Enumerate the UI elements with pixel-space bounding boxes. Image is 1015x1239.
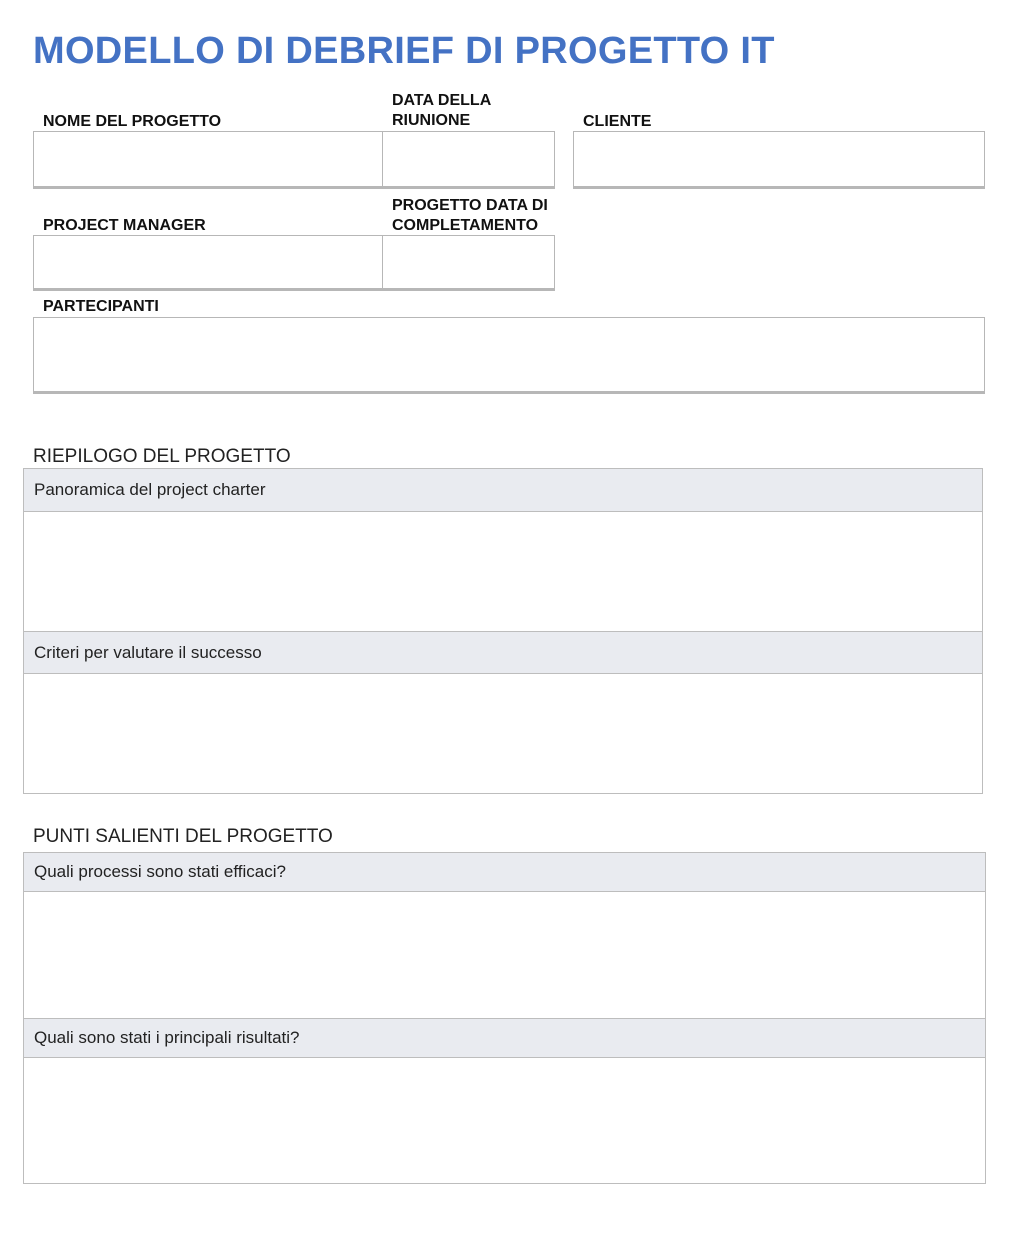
completion-date-label: PROGETTO DATA DI COMPLETAMENTO [392, 197, 548, 234]
completion-date-field[interactable] [384, 236, 554, 288]
summary-row-header: Criteri per valutare il successo [24, 632, 982, 674]
participants-field[interactable] [33, 317, 985, 394]
client-label: CLIENTE [583, 113, 652, 130]
summary-row-body[interactable] [24, 512, 982, 632]
summary-row-body[interactable] [24, 674, 982, 793]
highlights-row-header: Quali sono stati i principali risultati? [24, 1019, 985, 1058]
highlights-row-header: Quali processi sono stati efficaci? [24, 853, 985, 892]
highlights-row-body[interactable] [24, 1058, 985, 1183]
project-manager-field[interactable] [34, 236, 382, 288]
page-title: MODELLO DI DEBRIEF DI PROGETTO IT [33, 30, 775, 72]
summary-heading: RIEPILOGO DEL PROGETTO [33, 446, 291, 467]
client-field[interactable] [573, 131, 985, 189]
participants-label: PARTECIPANTI [43, 298, 159, 315]
project-name-label: NOME DEL PROGETTO [43, 113, 222, 130]
summary-table [23, 468, 983, 794]
meeting-date-field[interactable] [384, 132, 554, 186]
highlights-table [23, 852, 986, 1184]
project-name-field[interactable] [34, 132, 382, 186]
project-info-row-2 [33, 235, 555, 291]
meeting-date-label: DATA DELLA RIUNIONE [392, 92, 491, 129]
summary-row-header: Panoramica del project charter [24, 469, 982, 512]
highlights-heading: PUNTI SALIENTI DEL PROGETTO [33, 826, 333, 847]
project-manager-label: PROJECT MANAGER [43, 217, 206, 234]
project-info-row-1 [33, 131, 555, 189]
cell-divider [382, 132, 383, 186]
cell-divider [382, 236, 383, 288]
highlights-row-body[interactable] [24, 892, 985, 1019]
